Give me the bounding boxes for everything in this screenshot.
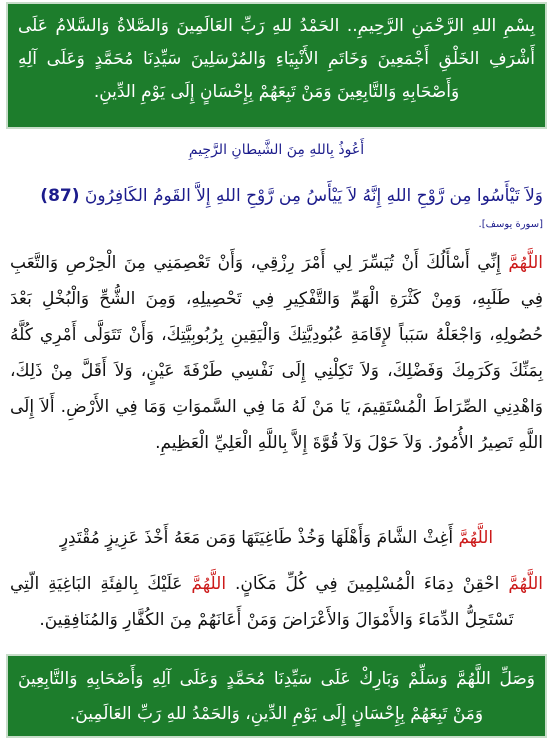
- verse-number: (87): [40, 186, 80, 206]
- main-supplication: [10, 245, 543, 461]
- istiadha-line: أَعُوذُ بِاللهِ مِنَ الشَّيطانِ الرَّجِيمِ: [188, 142, 365, 158]
- blood-text-1: احْقِنْ دِمَاءَ الْمُسْلِمِينَ فِي كُلِّ مَكَانٍ.: [234, 574, 500, 594]
- blood-supplication: [10, 566, 543, 638]
- sham-lead: اللَّهُمَّ: [458, 528, 494, 548]
- quran-verse: [10, 183, 543, 238]
- blood-text-2: عَلَيْكَ بِالفِئَةِ البَاغِيَةِ الّتِي تَسْتَحِلُّ الدِّمَاءَ وَالأَمْوَالَ وَالأَعْرَاضَ وَمَنْ أَعَانَهُمْ مِنَ الكُفَّارِ وَالمُنَافِقِينَ.: [10, 574, 514, 630]
- blood-lead-2: اللَّهُمَّ: [191, 574, 227, 594]
- blood-lead: اللَّهُمَّ: [508, 574, 544, 594]
- closing-text: وَصَلِّ اللَّهُمَّ وَسَلِّمْ وَبَارِكْ عَلَى سَيِّدِنَا مُحَمَّدٍ وَعَلَى آلِهِ وَأَصْحَابِهِ وَالتَّابِعِينَ وَمَنْ تَبِعَهُمْ بِإِحْسَانٍ إِلَى يَوْمِ الدِّينِ، وَالحَمْدُ للهِ رَبِّ العَالَمِينَ.: [18, 669, 535, 724]
- sham-text: أَغِثْ الشَّامَ وَأَهْلَهَا وَخُذْ طَاغِيَتَهَا وَمَن مَعَهُ أَخْذَ عَزِيزٍ مُقْتَدِرٍ: [59, 528, 454, 548]
- opening-text: بِسْمِ اللهِ الرَّحْمَنِ الرَّحِيمِ.. الحَمْدُ للهِ رَبِّ العَالَمِينَ وَالصَّلاةُ وَالسَّلامُ عَلَى أَشْرَفِ الخَلْقِ أَجْمَعِينَ وَخَاتَمِ الأَنْبِيَاءِ وَالمُرْسَلِينَ سَيِّدِنَا مُحَمَّدٍ وَعَلَى آلِهِ وَأَصْحَابِهِ وَالتَّابِعِينَ وَمَنْ تَبِعَهُمْ بِإِحْسَانٍ إِلَى يَوْمِ الدِّينِ.: [18, 16, 535, 102]
- verse-text: وَلاَ تَيْأَسُوا مِن رَّوْحِ اللهِ إِنَّهُ لاَ يَيْأَسُ مِن رَّوْحِ اللهِ إِلاَّ القَومُ الكَافِرُونَ: [84, 186, 543, 206]
- supplication-lead: اللَّهُمَّ: [508, 253, 544, 273]
- opening-banner: [6, 2, 547, 129]
- closing-banner: [6, 654, 547, 738]
- supplication-text: إِنِّي أَسْأَلُكَ أَنْ تُيَسِّرَ لِي أَمْرَ رِزْقِي، وَأَنْ تَعْصِمَنِي مِنَ الْحِرْصِ وَالتَّعَبِ فِي طَلَبِهِ، وَمِنْ كَثْرَةِ الْهَمِّ وَالتَّفْكِيرِ فِي تَحْصِيلِهِ، وَمِنَ الشُّحِّ وَالْبُخْلِ بَعْدَ حُصُولِهِ، وَاجْعَلْهُ سَبَباً لإِقَامَةِ عُبُودِيَّتِكَ وَالْيَقِينِ بِرُبُوبِيَّتِكَ، وَأَنْ تَتَوَلَّى أَمْرِي كُلَّهُ بِمَنِّكَ وَكَرَمِكَ وَفَضْلِكَ، وَلاَ تَكِلْنِي إِلَى نَفْسِي طَرْفَةَ عَيْنٍ، وَلاَ أَقَلَّ مِنْ ذَلِكَ، وَاهْدِنِي الصِّرَاطَ الْمُسْتَقِيمَ، يَا مَنْ لَهُ مَا فِي السَّموَاتِ وَمَا فِي الأَرْضِ. أَلاَ إِلَى اللَّهِ تَصِيرُ الأُمُورُ. وَلاَ حَوْلَ وَلاَ قُوَّةَ إِلاَّ بِاللَّهِ الْعَلِيِّ الْعَظِيمِ.: [10, 253, 543, 453]
- verse-reference: [سورة يوسف].: [478, 219, 543, 230]
- sham-supplication: [10, 520, 543, 556]
